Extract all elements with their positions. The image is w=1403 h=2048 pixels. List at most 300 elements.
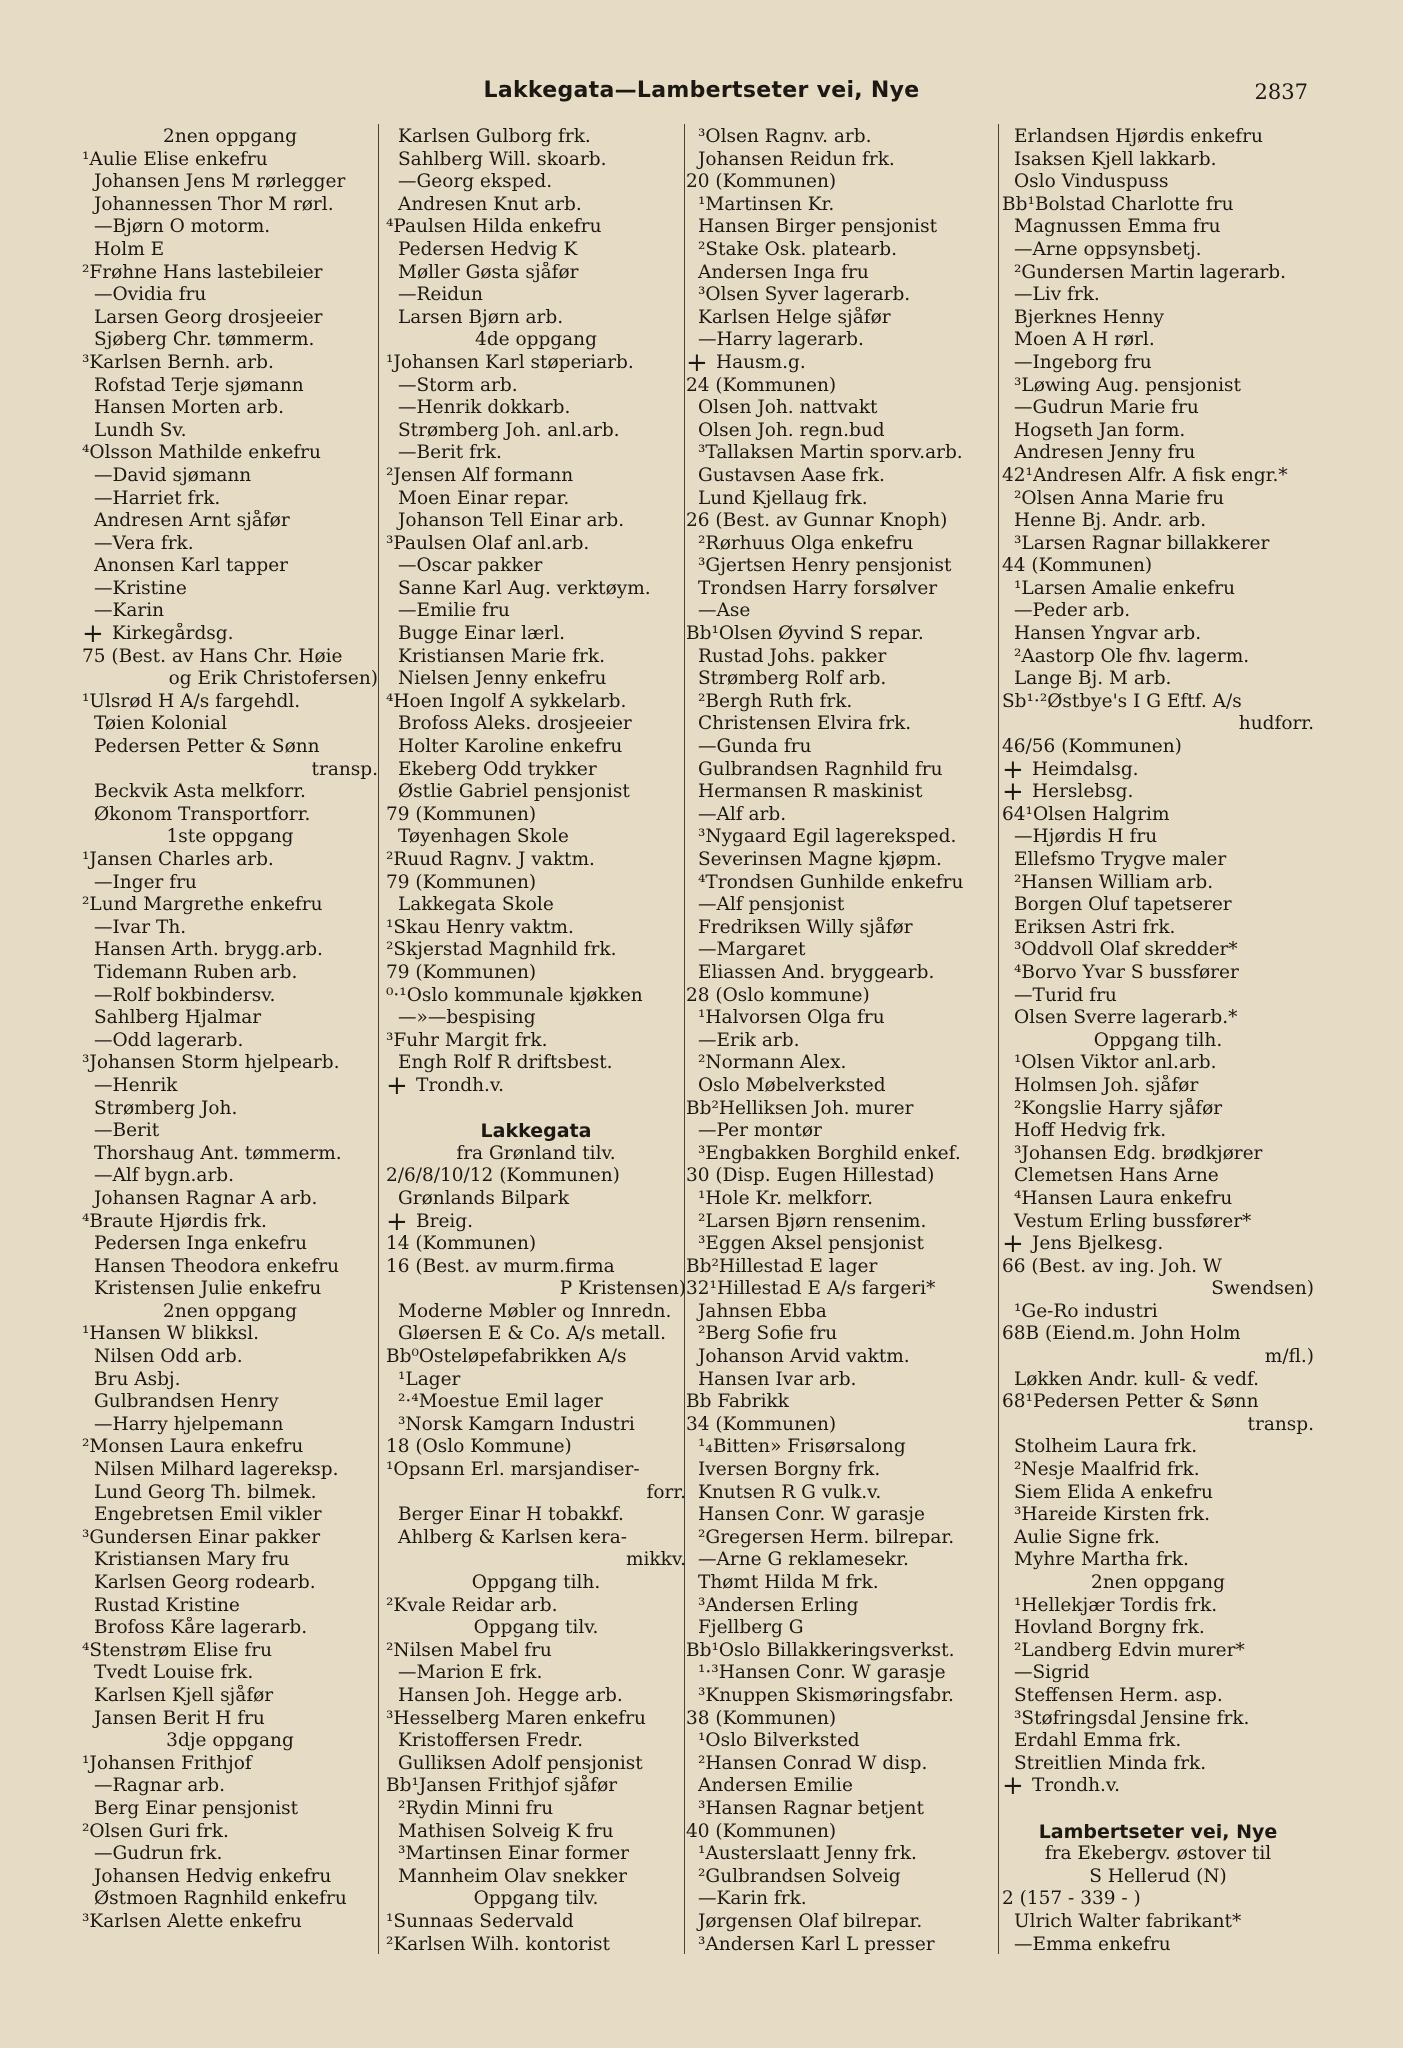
column-divider bbox=[998, 124, 999, 1954]
directory-entry bbox=[386, 1098, 686, 1121]
directory-entry: —Margaret bbox=[698, 939, 806, 961]
directory-entry: Bru Asbj. bbox=[94, 1368, 181, 1390]
directory-entry: —Gunda fru bbox=[698, 736, 812, 758]
directory-entry: ⁰·¹Oslo kommunale kjøkken bbox=[386, 984, 643, 1006]
directory-entry: Strømberg Joh. anl.arb. bbox=[398, 419, 620, 441]
cross-street-icon: + bbox=[386, 1210, 408, 1234]
directory-entry: ⁴Stenstrøm Elise fru bbox=[82, 1639, 272, 1661]
directory-entry: Eriksen Astri frk. bbox=[1014, 916, 1176, 938]
directory-entry: ¹Johansen Karl støperiarb. bbox=[386, 351, 634, 373]
directory-entry: ²Monsen Laura enkefru bbox=[82, 1436, 304, 1458]
directory-entry: 28 (Oslo kommune) bbox=[686, 984, 870, 1006]
directory-entry: ¹Opsann Erl. marsjandiser- bbox=[386, 1459, 640, 1481]
column-1 bbox=[82, 126, 378, 1934]
directory-entry: ³Karlsen Alette enkefru bbox=[82, 1910, 302, 1932]
directory-entry: Thømt Hilda M frk. bbox=[698, 1572, 879, 1593]
directory-entry: Brofoss Aleks. drosjeeier bbox=[398, 713, 632, 735]
directory-entry: ³Tallaksen Martin sporv.arb. bbox=[698, 442, 963, 464]
directory-entry: Aulie Signe frk. bbox=[1014, 1526, 1160, 1548]
directory-entry: Pedersen Hedvig K bbox=[398, 238, 578, 260]
directory-entry: Fjellberg G bbox=[698, 1617, 804, 1639]
directory-entry: —Harry hjelpemann bbox=[94, 1413, 284, 1435]
directory-entry: Lakkegata Skole bbox=[398, 894, 554, 916]
directory-entry: Sahlberg Will. skoarb. bbox=[398, 148, 607, 170]
directory-entry: ²Normann Alex. bbox=[698, 1052, 847, 1074]
directory-entry: ³Johansen Storm hjelpearb. bbox=[82, 1052, 340, 1074]
directory-entry: ²Larsen Bjørn rensenim. bbox=[698, 1210, 927, 1232]
directory-entry: ³Johansen Edg. brødkjører bbox=[1014, 1142, 1263, 1164]
directory-entry: —Berit frk. bbox=[398, 442, 502, 464]
directory-entry: ²Lund Margrethe enkefru bbox=[82, 894, 323, 916]
directory-entry: Hansen Theodora enkefru bbox=[94, 1255, 340, 1277]
directory-entry: Kristiansen Marie frk. bbox=[398, 645, 605, 667]
directory-entry: Holter Karoline enkefru bbox=[398, 736, 623, 758]
directory-entry: —Emilie fru bbox=[398, 600, 510, 622]
directory-entry: Bb Fabrikk bbox=[686, 1391, 789, 1413]
directory-entry: ³Hareide Kirsten frk. bbox=[1014, 1504, 1210, 1526]
directory-entry: ²Frøhne Hans lastebileier bbox=[82, 261, 323, 283]
directory-entry: ³Olsen Syver lagerarb. bbox=[698, 284, 911, 306]
directory-entry: ²Jensen Alf formann bbox=[386, 464, 574, 486]
directory-entry: 4de oppgang bbox=[475, 329, 597, 351]
column-3 bbox=[686, 126, 998, 1956]
directory-entry: ⁴Hoen Ingolf A sykkelarb. bbox=[386, 690, 627, 712]
directory-entry: Ellefsmo Trygve maler bbox=[1014, 849, 1227, 870]
cross-street-label: Jens Bjelkesg. bbox=[1032, 1233, 1164, 1255]
cross-street-icon: + bbox=[1002, 758, 1024, 782]
directory-entry: ³Knuppen Skismøringsfabr. bbox=[698, 1684, 954, 1706]
directory-entry: 32¹Hillestad E A/s fargeri* bbox=[686, 1278, 936, 1300]
directory-entry: ³Karlsen Bernh. arb. bbox=[82, 351, 274, 373]
directory-entry: Brofoss Kåre lagerarb. bbox=[94, 1617, 308, 1639]
directory-entry: Bb¹Olsen Øyvind S repar. bbox=[686, 623, 924, 645]
directory-entry: Bb¹Oslo Billakkeringsverkst. bbox=[686, 1639, 955, 1661]
directory-entry: Østmoen Ragnhild enkefru bbox=[94, 1888, 347, 1910]
directory-entry: Olsen Joh. regn.bud bbox=[698, 419, 885, 441]
directory-entry: —Arne oppsynsbetj. bbox=[1014, 238, 1202, 260]
directory-entry: —Erik arb. bbox=[698, 1029, 800, 1051]
directory-entry: ³Andersen Karl L presser bbox=[698, 1933, 935, 1955]
directory-entry: ¹Hole Kr. melkforr. bbox=[698, 1187, 873, 1209]
column-4 bbox=[1002, 126, 1314, 1956]
directory-entry: Rustad Johs. pakker bbox=[698, 645, 887, 667]
directory-entry bbox=[1002, 1798, 1314, 1821]
directory-entry: Kristoffersen Fredr. bbox=[398, 1730, 583, 1752]
directory-entry: 1ste oppgang bbox=[166, 826, 294, 848]
directory-entry: ³Martinsen Einar former bbox=[398, 1843, 629, 1865]
directory-entry: —Ragnar arb. bbox=[94, 1775, 225, 1797]
directory-entry: ⁴Paulsen Hilda enkefru bbox=[386, 216, 602, 238]
directory-entry: ³Støfringsdal Jensine frk. bbox=[1014, 1707, 1250, 1729]
directory-entry: Karlsen Helge sjåfør bbox=[698, 306, 891, 328]
directory-entry: hudforr. bbox=[1238, 713, 1314, 735]
directory-entry: —Harriet frk. bbox=[94, 487, 221, 509]
directory-entry: ¹Aulie Elise enkefru bbox=[82, 148, 268, 170]
directory-entry: 2nen oppgang bbox=[1091, 1572, 1225, 1593]
directory-entry: 68¹Pedersen Petter & Sønn bbox=[1002, 1391, 1259, 1413]
directory-entry: —Marion E frk. bbox=[398, 1662, 543, 1684]
directory-entry: 2nen oppgang bbox=[163, 1300, 297, 1322]
column-divider bbox=[378, 124, 379, 1954]
directory-entry: Gulbrandsen Henry bbox=[94, 1391, 279, 1413]
directory-entry: Bb¹Jansen Frithjof sjåfør bbox=[386, 1775, 618, 1797]
directory-entry: —Ovidia fru bbox=[94, 284, 207, 306]
directory-entry: Nilsen Milhard lagereksp. bbox=[94, 1459, 339, 1481]
directory-entry: Hermansen R maskinist bbox=[698, 781, 923, 803]
directory-entry: Johansen Hedvig enkefru bbox=[94, 1865, 332, 1887]
directory-entry: Hansen Conr. W garasje bbox=[698, 1504, 925, 1526]
cross-street-label: Breig. bbox=[416, 1210, 474, 1232]
directory-entry: —Sigrid bbox=[1014, 1662, 1090, 1684]
directory-entry: ³Gundersen Einar pakker bbox=[82, 1526, 321, 1548]
directory-entry: Magnussen Emma fru bbox=[1014, 216, 1221, 238]
directory-entry: ³Hesselberg Maren enkefru bbox=[386, 1707, 646, 1729]
directory-entry: Engebretsen Emil vikler bbox=[94, 1504, 322, 1526]
directory-entry: ³Andersen Erling bbox=[698, 1594, 859, 1616]
directory-entry: Moen A H rørl. bbox=[1014, 329, 1155, 351]
directory-entry: Hoff Hedvig frk. bbox=[1014, 1120, 1167, 1142]
directory-entry: —»—bespising bbox=[398, 1007, 536, 1029]
directory-entry: —Turid fru bbox=[1014, 984, 1117, 1006]
directory-entry: transp. bbox=[1247, 1413, 1314, 1435]
directory-entry: Myhre Martha frk. bbox=[1014, 1549, 1189, 1571]
directory-entry: Bb²Hillestad E lager bbox=[686, 1255, 878, 1277]
directory-entry: og Erik Christofersen) bbox=[168, 668, 378, 690]
directory-entry: Christensen Elvira frk. bbox=[698, 713, 912, 735]
cross-street-label: Herslebsg. bbox=[1032, 781, 1134, 803]
directory-entry: Johanson Arvid vaktm. bbox=[698, 1346, 910, 1368]
directory-entry: Knutsen R G vulk.v. bbox=[698, 1481, 882, 1503]
directory-entry: Holm E bbox=[94, 238, 165, 260]
directory-entry: Eliassen And. bryggearb. bbox=[698, 961, 935, 983]
directory-entry: —Liv frk. bbox=[1014, 284, 1100, 306]
street-heading: Lambertseter vei, Nye bbox=[1038, 1820, 1278, 1843]
directory-entry: ²Berg Sofie fru bbox=[698, 1323, 838, 1345]
directory-entry: Ekeberg Odd trykker bbox=[398, 758, 597, 780]
directory-entry: Hogseth Jan form. bbox=[1014, 419, 1186, 441]
directory-entry: ¹Hellekjær Tordis frk. bbox=[1014, 1594, 1218, 1616]
directory-entry: Pedersen Inga enkefru bbox=[94, 1233, 308, 1255]
directory-entry: ²Hansen William arb. bbox=[1014, 871, 1214, 893]
directory-entry: Tidemann Ruben arb. bbox=[94, 961, 298, 983]
directory-entry: Borgen Oluf tapetserer bbox=[1014, 894, 1232, 916]
cross-street-label: Heimdalsg. bbox=[1032, 758, 1139, 780]
directory-entry: —Alf bygn.arb. bbox=[94, 1165, 235, 1187]
directory-entry: fra Grønland tilv. bbox=[456, 1142, 616, 1164]
directory-entry: Oppgang tilv. bbox=[473, 1617, 599, 1639]
directory-entry: ²Olsen Guri frk. bbox=[82, 1820, 229, 1842]
cross-street-label: Kirkegårdsg. bbox=[112, 623, 234, 645]
directory-entry: Sahlberg Hjalmar bbox=[94, 1007, 262, 1029]
directory-entry: Andersen Inga fru bbox=[698, 261, 869, 283]
directory-entry: 20 (Kommunen) bbox=[686, 171, 837, 193]
directory-entry: mikkv. bbox=[625, 1549, 686, 1571]
cross-street-line bbox=[1002, 781, 1314, 804]
directory-entry: ¹Skau Henry vaktm. bbox=[386, 916, 574, 938]
directory-entry: —Kristine bbox=[94, 577, 187, 599]
cross-street-label: Trondh.v. bbox=[1032, 1775, 1121, 1797]
directory-entry: ¹·³Hansen Conr. W garasje bbox=[698, 1662, 946, 1684]
directory-entry: ³Eggen Aksel pensjonist bbox=[698, 1233, 924, 1255]
directory-entry: —Peder arb. bbox=[1014, 600, 1131, 622]
directory-entry: —Emma enkefru bbox=[1014, 1933, 1171, 1955]
directory-entry: ²Olsen Anna Marie fru bbox=[1014, 487, 1225, 509]
cross-street-icon: + bbox=[1002, 1775, 1024, 1798]
directory-entry: ⁴Braute Hjørdis frk. bbox=[82, 1210, 267, 1232]
directory-entry: Bb⁰Osteløpefabrikken A/s bbox=[386, 1346, 627, 1368]
cross-street-label: Trondh.v. bbox=[416, 1074, 505, 1096]
directory-entry: 24 (Kommunen) bbox=[686, 374, 837, 396]
cross-street-icon: + bbox=[386, 1074, 408, 1098]
directory-entry: ²Aastorp Ole fhv. lagerm. bbox=[1014, 645, 1250, 667]
directory-entry: Larsen Bjørn arb. bbox=[398, 306, 564, 328]
directory-entry: —Ingeborg fru bbox=[1014, 351, 1152, 373]
directory-entry: ²Hansen Conrad W disp. bbox=[698, 1752, 928, 1774]
directory-entry: 79 (Kommunen) bbox=[386, 871, 537, 893]
directory-entry: ¹Sunnaas Sedervald bbox=[386, 1910, 574, 1932]
directory-entry: Lund Georg Th. bilmek. bbox=[94, 1481, 317, 1503]
directory-entry: 2 (157 - 339 - ) bbox=[1002, 1888, 1141, 1910]
directory-entry: Siem Elida A enkefru bbox=[1014, 1481, 1213, 1503]
directory-entry: Johansen Jens M rørlegger bbox=[94, 171, 346, 193]
directory-entry: Johansen Reidun frk. bbox=[698, 148, 895, 170]
cross-street-icon: + bbox=[82, 623, 104, 646]
directory-entry: ³Fuhr Margit frk. bbox=[386, 1029, 548, 1051]
directory-entry: ¹Olsen Viktor anl.arb. bbox=[1014, 1052, 1217, 1074]
directory-entry: Nielsen Jenny enkefru bbox=[398, 668, 607, 690]
directory-entry: Isaksen Kjell lakkarb. bbox=[1014, 148, 1217, 170]
directory-entry: Olsen Joh. nattvakt bbox=[698, 397, 878, 419]
directory-entry: Sanne Karl Aug. verktøym. bbox=[398, 577, 651, 599]
directory-entry: Steffensen Herm. asp. bbox=[1014, 1684, 1223, 1706]
directory-entry: Beckvik Asta melkforr. bbox=[94, 781, 306, 803]
directory-entry: Oppgang tilh. bbox=[1093, 1029, 1223, 1051]
directory-entry: ²Nilsen Mabel fru bbox=[386, 1639, 552, 1661]
directory-entry: Henne Bj. Andr. arb. bbox=[1014, 510, 1207, 532]
directory-entry: 79 (Kommunen) bbox=[386, 961, 537, 983]
directory-entry: ³Nygaard Egil lagereksped. bbox=[698, 826, 957, 848]
directory-entry: 26 (Best. av Gunnar Knoph) bbox=[686, 510, 948, 532]
column-2 bbox=[386, 126, 686, 1956]
cross-street-icon: + bbox=[1002, 1233, 1024, 1256]
directory-entry: 2nen oppgang bbox=[163, 126, 297, 147]
directory-entry: 79 (Kommunen) bbox=[386, 803, 537, 825]
directory-entry: Hovland Borgny frk. bbox=[1014, 1617, 1205, 1639]
directory-entry: ¹Jansen Charles arb. bbox=[82, 849, 274, 870]
directory-entry: Trondsen Harry forsølver bbox=[698, 577, 938, 599]
directory-entry: ¹Ulsrød H A/s fargehdl. bbox=[82, 690, 301, 712]
directory-entry: Møller Gøsta sjåfør bbox=[398, 261, 579, 283]
directory-entry: ⁴Hansen Laura enkefru bbox=[1014, 1187, 1233, 1209]
directory-entry: Sjøberg Chr. tømmerm. bbox=[94, 329, 315, 351]
directory-entry: 2/6/8/10/12 (Kommunen) bbox=[386, 1165, 620, 1187]
directory-entry: Swendsen) bbox=[1211, 1278, 1314, 1300]
page-title: Lakkegata—Lambertseter vei, Nye bbox=[483, 78, 920, 103]
directory-entry: —Gudrun frk. bbox=[94, 1843, 223, 1865]
directory-entry: ²Ruud Ragnv. J vaktm. bbox=[386, 849, 595, 870]
directory-entry: —Ase bbox=[698, 600, 751, 622]
directory-entry: ³Norsk Kamgarn Industri bbox=[398, 1413, 635, 1435]
directory-entry: 44 (Kommunen) bbox=[1002, 555, 1153, 577]
directory-entry: ²Kongslie Harry sjåfør bbox=[1014, 1097, 1223, 1119]
directory-entry: Hansen Yngvar arb. bbox=[1014, 623, 1202, 645]
directory-entry: Kristiansen Mary fru bbox=[94, 1549, 290, 1571]
directory-entry: ⁴Trondsen Gunhilde enkefru bbox=[698, 871, 964, 893]
directory-entry: 3dje oppgang bbox=[166, 1730, 294, 1752]
directory-entry: Severinsen Magne kjøpm. bbox=[698, 849, 942, 870]
directory-entry: —Per montør bbox=[698, 1120, 822, 1142]
directory-entry: Karlsen Georg rodearb. bbox=[94, 1572, 316, 1593]
directory-entry: ³Løwing Aug. pensjonist bbox=[1014, 374, 1241, 396]
directory-entry: 14 (Kommunen) bbox=[386, 1233, 537, 1255]
directory-entry: ²Stake Osk. platearb. bbox=[698, 238, 897, 260]
directory-entry: 46/56 (Kommunen) bbox=[1002, 736, 1182, 758]
cross-street-line bbox=[1002, 1775, 1314, 1798]
directory-entry: ¹Martinsen Kr. bbox=[698, 193, 835, 215]
directory-entry: 30 (Disp. Eugen Hillestad) bbox=[686, 1165, 935, 1187]
directory-entry: —Oscar pakker bbox=[398, 555, 543, 577]
directory-entry: Bjerknes Henny bbox=[1014, 306, 1164, 328]
directory-entry: Ahlberg & Karlsen kera- bbox=[398, 1526, 628, 1548]
directory-entry: —Alf arb. bbox=[698, 803, 787, 825]
directory-entry: Ulrich Walter fabrikant* bbox=[1014, 1910, 1242, 1932]
directory-entry: ⁴Olsson Mathilde enkefru bbox=[82, 442, 321, 464]
directory-entry: —Rolf bokbindersv. bbox=[94, 984, 276, 1006]
directory-entry: forr. bbox=[646, 1481, 686, 1503]
directory-entry: —David sjømann bbox=[94, 464, 252, 486]
directory-entry: Gløersen E & Co. A/s metall. bbox=[398, 1323, 666, 1345]
directory-entry: —Inger fru bbox=[94, 871, 197, 893]
directory-entry: ¹Johansen Frithjof bbox=[82, 1752, 252, 1774]
directory-entry: —Storm arb. bbox=[398, 374, 518, 396]
cross-street-icon: + bbox=[1002, 781, 1024, 804]
directory-entry: Hansen Joh. Hegge arb. bbox=[398, 1684, 623, 1706]
directory-entry: Løkken Andr. kull- & vedf. bbox=[1014, 1368, 1260, 1390]
directory-entry: Clemetsen Hans Arne bbox=[1014, 1165, 1219, 1187]
directory-entry: Bb²Helliksen Joh. murer bbox=[686, 1097, 914, 1119]
directory-entry: Østlie Gabriel pensjonist bbox=[398, 781, 630, 803]
directory-entry: —Arne G reklamesekr. bbox=[698, 1549, 909, 1571]
directory-entry: Engh Rolf R driftsbest. bbox=[398, 1052, 613, 1074]
directory-entry: transp. bbox=[311, 758, 378, 780]
directory-entry: 64¹Olsen Halgrim bbox=[1002, 803, 1170, 825]
directory-entry: Økonom Transportforr. bbox=[94, 803, 311, 825]
directory-entry: ³Engbakken Borghild enkef. bbox=[698, 1142, 961, 1164]
directory-entry: 42¹Andresen Alfr. A fisk engr.* bbox=[1002, 464, 1288, 486]
directory-entry: Karlsen Kjell sjåfør bbox=[94, 1684, 274, 1706]
directory-entry: Holmsen Joh. sjåfør bbox=[1014, 1074, 1199, 1096]
directory-entry: ¹Hansen W blikksl. bbox=[82, 1323, 260, 1345]
directory-entry: ²·⁴Moestue Emil lager bbox=[398, 1391, 603, 1413]
directory-entry: Strømberg Joh. bbox=[94, 1097, 238, 1119]
directory-entry: Tøyenhagen Skole bbox=[398, 826, 569, 848]
directory-entry: ²Rørhuus Olga enkefru bbox=[698, 532, 914, 554]
directory-entry: Bugge Einar lærl. bbox=[398, 623, 566, 645]
cross-street-line bbox=[386, 1211, 686, 1234]
directory-entry: —Harry lagerarb. bbox=[698, 329, 864, 351]
street-heading: Lakkegata bbox=[480, 1120, 592, 1143]
directory-entry: Anonsen Karl tapper bbox=[94, 555, 288, 577]
directory-entry: S Hellerud (N) bbox=[1089, 1865, 1227, 1887]
directory-entry: —Alf pensjonist bbox=[698, 894, 845, 916]
directory-entry: ¹Oslo Bilverksted bbox=[698, 1730, 860, 1752]
directory-entry: 16 (Best. av murm.firma bbox=[386, 1255, 615, 1277]
directory-entry: Kristensen Julie enkefru bbox=[94, 1278, 322, 1300]
directory-entry: ²Landberg Edvin murer* bbox=[1014, 1639, 1245, 1661]
directory-entry: ³Gjertsen Henry pensjonist bbox=[698, 555, 952, 577]
cross-street-label: Hausm.g. bbox=[716, 351, 806, 373]
directory-entry: ⁴Borvo Yvar S bussfører bbox=[1014, 961, 1239, 983]
directory-entry: ²Gulbrandsen Solveig bbox=[698, 1865, 901, 1887]
directory-entry: ²Gundersen Martin lagerarb. bbox=[1014, 261, 1287, 283]
directory-entry: Lund Kjellaug frk. bbox=[698, 487, 868, 509]
cross-street-line bbox=[82, 623, 378, 646]
directory-entry: 75 (Best. av Hans Chr. Høie bbox=[82, 645, 343, 667]
directory-entry: ³Larsen Ragnar billakkerer bbox=[1014, 532, 1270, 554]
directory-entry: ³Oddvoll Olaf skredder* bbox=[1014, 939, 1238, 961]
directory-entry: Berger Einar H tobakkf. bbox=[398, 1504, 624, 1526]
directory-entry: 66 (Best. av ing. Joh. W bbox=[1002, 1255, 1222, 1277]
directory-entry: —Bjørn O motorm. bbox=[94, 216, 271, 238]
directory-entry: Nilsen Odd arb. bbox=[94, 1346, 243, 1368]
directory-entry: Oppgang tilv. bbox=[473, 1888, 599, 1910]
directory-entry: Mannheim Olav snekker bbox=[398, 1865, 628, 1887]
directory-entry: ²Rydin Minni fru bbox=[398, 1797, 554, 1819]
directory-entry: ¹Larsen Amalie enkefru bbox=[1014, 577, 1236, 599]
directory-entry: Moen Einar repar. bbox=[398, 487, 570, 509]
directory-entry: Erdahl Emma frk. bbox=[1014, 1730, 1182, 1752]
directory-entry: Streitlien Minda frk. bbox=[1014, 1752, 1207, 1774]
directory-entry: ²Gregersen Herm. bilrepar. bbox=[698, 1526, 955, 1548]
cross-street-line bbox=[686, 352, 998, 375]
directory-entry: Strømberg Rolf arb. bbox=[698, 668, 887, 690]
directory-entry: ²Bergh Ruth frk. bbox=[698, 690, 853, 712]
directory-entry: ³Hansen Ragnar betjent bbox=[698, 1797, 924, 1819]
directory-entry: Pedersen Petter & Sønn bbox=[94, 736, 320, 758]
directory-entry: —Vera frk. bbox=[94, 532, 194, 554]
directory-entry: ¹Lager bbox=[398, 1368, 461, 1390]
directory-entry: Andresen Jenny fru bbox=[1014, 442, 1196, 464]
directory-entry: Oslo Vinduspuss bbox=[1014, 171, 1169, 193]
directory-entry: —Berit bbox=[94, 1120, 160, 1142]
directory-entry: 38 (Kommunen) bbox=[686, 1707, 837, 1729]
directory-entry: —Gudrun Marie fru bbox=[1014, 397, 1199, 419]
directory-entry: Hansen Birger pensjonist bbox=[698, 216, 938, 238]
directory-entry: ¹Ge-Ro industri bbox=[1014, 1300, 1158, 1322]
directory-entry: Hansen Arth. brygg.arb. bbox=[94, 939, 323, 961]
directory-entry: Gulbrandsen Ragnhild fru bbox=[698, 758, 943, 780]
directory-entry: Karlsen Gulborg frk. bbox=[398, 126, 591, 147]
directory-entry: —Odd lagerarb. bbox=[94, 1029, 244, 1051]
directory-entry: —Karin frk. bbox=[698, 1888, 807, 1910]
directory-entry: ¹Halvorsen Olga fru bbox=[698, 1007, 885, 1029]
directory-entry: Sb¹·²Østbye's I G Eftf. A/s bbox=[1002, 690, 1242, 712]
directory-entry: Stolheim Laura frk. bbox=[1014, 1436, 1198, 1458]
directory-entry: Jahnsen Ebba bbox=[698, 1300, 827, 1322]
directory-entry: Iversen Borgny frk. bbox=[698, 1459, 881, 1481]
directory-entry: Hansen Ivar arb. bbox=[698, 1368, 857, 1390]
directory-entry: Andresen Arnt sjåfør bbox=[94, 510, 290, 532]
directory-entry: Johannessen Thor M rørl. bbox=[94, 193, 334, 215]
directory-entry: 18 (Oslo Kommune) bbox=[386, 1436, 572, 1458]
directory-entry: Gulliksen Adolf pensjonist bbox=[398, 1752, 643, 1774]
directory-entry: Rustad Kristine bbox=[94, 1594, 240, 1616]
directory-entry: Hansen Morten arb. bbox=[94, 397, 285, 419]
directory-entry: —Henrik bbox=[94, 1074, 178, 1096]
directory-entry: m/fl.) bbox=[1264, 1346, 1314, 1368]
directory-entry: Jansen Berit H fru bbox=[94, 1707, 265, 1729]
directory-entry: ³Olsen Ragnv. arb. bbox=[698, 126, 872, 147]
